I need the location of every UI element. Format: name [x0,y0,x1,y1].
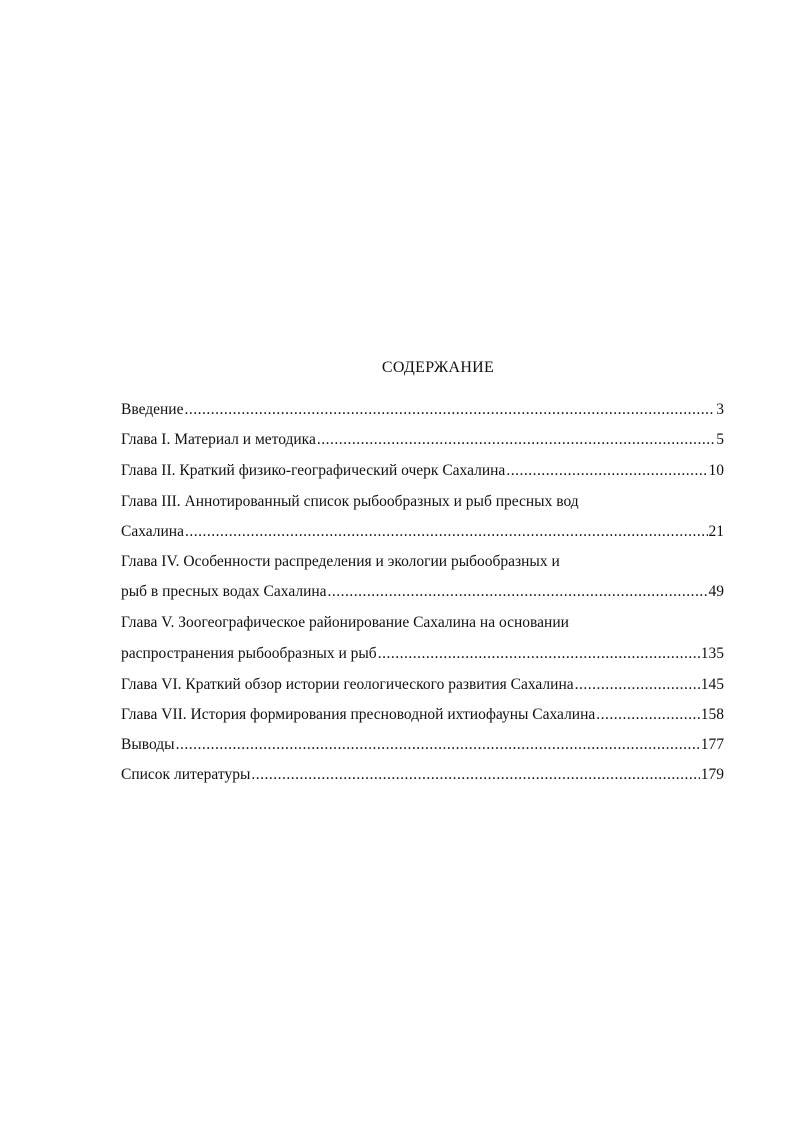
dot-leader [596,703,699,727]
toc-entry-page: 49 [708,583,724,600]
toc-entry-chapter-4 [121,580,724,604]
page-title: СОДЕРЖАНИЕ [381,359,495,376]
toc-entry-text: Выводы [121,736,175,753]
toc-entry-page: 21 [708,523,724,540]
toc-entry-chapter-7 [121,703,724,727]
toc-entry-page: 135 [700,645,724,662]
dot-leader [506,459,707,483]
dot-leader [378,642,700,666]
dot-leader [251,763,699,787]
toc-entry-chapter-6 [121,673,724,697]
toc-entry-conclusions [121,733,724,757]
toc-entry-chapter-1 [121,428,724,452]
toc-entry-page: 179 [700,766,724,783]
toc-entry-page: 3 [716,401,724,418]
toc-entry-page: 177 [700,736,724,753]
dot-leader [176,733,700,757]
toc-entry-text: Введение [121,401,184,418]
toc-entry-text: Глава VI. Краткий обзор истории геологического развития Сахалина [121,676,574,693]
toc-entry-chapter-2 [121,459,724,483]
toc-entry-page: 145 [700,676,724,693]
toc-entry-chapter-5 [121,642,724,666]
toc-entry-introduction [121,398,724,422]
toc-entry-chapter-3-line1: Глава III. Аннотированный список рыбообразных и рыб пресных вод [121,493,579,510]
dot-leader [317,428,715,452]
toc-entry-text: Сахалина [121,523,184,540]
toc-entry-text: Глава VII. История формирования пресноводной ихтиофауны Сахалина [121,706,596,723]
toc-entry-page: 158 [700,706,724,723]
dot-leader [328,580,708,604]
toc-entry-text: рыб в пресных водах Сахалина [121,583,327,600]
toc-entry-chapter-5-line1: Глава V. Зоогеографическое районирование Сахалина на основании [121,614,569,631]
toc-entry-chapter-4-line1: Глава IV. Особенности распределения и экологии рыбообразных и [121,553,560,570]
toc-entry-page: 5 [716,431,724,448]
dot-leader [575,673,700,697]
toc-entry-page: 10 [708,462,724,479]
dot-leader [185,520,708,544]
toc-entry-text: Список литературы [121,766,251,783]
toc-entry-text: распространения рыбообразных и рыб [121,645,377,662]
dot-leader [184,398,715,422]
toc-entry-chapter-3 [121,520,724,544]
toc-entry-text: Глава II. Краткий физико-географический очерк Сахалина [121,462,506,479]
toc-entry-references [121,763,724,787]
toc-entry-text: Глава I. Материал и методика [121,431,316,448]
